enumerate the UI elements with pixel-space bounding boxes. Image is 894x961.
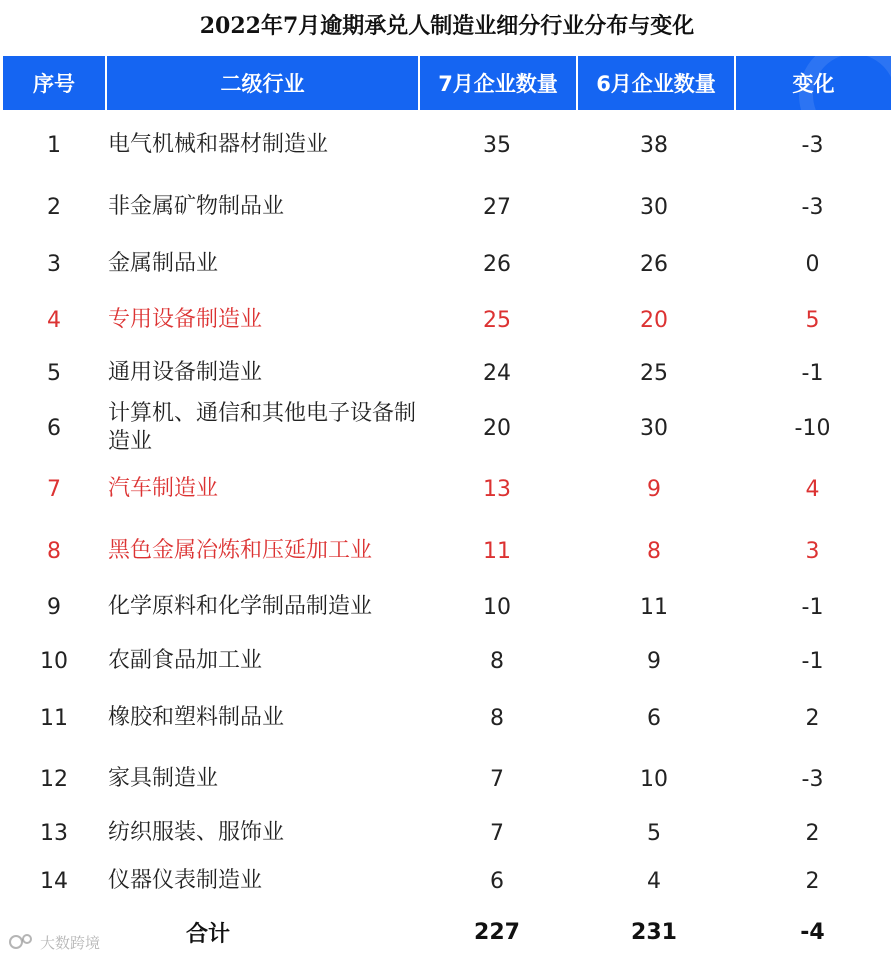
watermark-text: 大数跨境 xyxy=(40,933,101,952)
row-industry: 计算机、通信和其他电子设备制造业 xyxy=(108,401,417,454)
row-index: 13 xyxy=(40,820,68,846)
total-label: 合计 xyxy=(185,921,230,947)
row-change: -1 xyxy=(801,594,824,620)
table-row xyxy=(0,294,894,346)
total-june-count: 231 xyxy=(631,919,677,945)
table-row xyxy=(0,635,894,687)
row-industry: 电气机械和器材制造业 xyxy=(108,132,329,157)
row-change: -3 xyxy=(801,766,824,792)
table-row xyxy=(0,692,894,744)
row-industry: 黑色金属冶炼和压延加工业 xyxy=(108,538,373,563)
row-change: -1 xyxy=(801,648,824,674)
row-industry: 仪器仪表制造业 xyxy=(108,868,263,893)
row-july-count: 25 xyxy=(483,307,511,333)
row-july-count: 24 xyxy=(483,360,511,386)
table-row xyxy=(0,347,894,399)
row-change: 0 xyxy=(805,251,820,277)
row-july-count: 26 xyxy=(483,251,511,277)
row-index: 1 xyxy=(47,132,61,158)
row-june-count: 11 xyxy=(640,594,668,620)
row-june-count: 9 xyxy=(647,476,661,502)
row-change: 2 xyxy=(805,705,820,731)
row-industry: 非金属矿物制品业 xyxy=(108,194,285,219)
row-july-count: 6 xyxy=(490,868,504,894)
row-index: 5 xyxy=(47,360,61,386)
row-change: -1 xyxy=(801,360,824,386)
row-index: 4 xyxy=(47,307,61,333)
total-july-count: 227 xyxy=(474,919,520,945)
row-july-count: 8 xyxy=(490,705,504,731)
watermark-logo-icon xyxy=(8,932,36,952)
row-july-count: 27 xyxy=(483,194,511,220)
table-header xyxy=(3,56,891,110)
row-june-count: 6 xyxy=(647,705,661,731)
row-change: -3 xyxy=(801,194,824,220)
row-industry: 纺织服装、服饰业 xyxy=(108,820,285,845)
row-change: -10 xyxy=(794,415,831,441)
row-change: 2 xyxy=(805,820,820,846)
header-change: 变化 xyxy=(792,72,835,96)
watermark xyxy=(8,930,100,954)
row-industry: 家具制造业 xyxy=(108,766,219,791)
row-index: 12 xyxy=(40,766,68,792)
row-july-count: 10 xyxy=(483,594,511,620)
row-june-count: 38 xyxy=(640,132,668,158)
row-june-count: 30 xyxy=(640,194,668,220)
row-industry: 汽车制造业 xyxy=(108,476,219,501)
header-industry: 二级行业 xyxy=(220,72,305,96)
row-june-count: 25 xyxy=(640,360,668,386)
row-industry: 专用设备制造业 xyxy=(108,307,263,332)
row-index: 14 xyxy=(40,868,68,894)
table-title: 2022年7月逾期承兑人制造业细分行业分布与变化 xyxy=(199,13,695,39)
row-industry: 橡胶和塑料制品业 xyxy=(108,705,285,730)
table-row xyxy=(0,855,894,907)
table-row xyxy=(0,525,894,577)
row-june-count: 4 xyxy=(647,868,661,894)
row-index: 3 xyxy=(47,251,61,277)
row-june-count: 8 xyxy=(647,538,661,564)
row-change: 3 xyxy=(805,538,820,564)
total-row xyxy=(0,907,894,957)
row-industry: 农副食品加工业 xyxy=(108,648,263,673)
table-row xyxy=(0,807,894,859)
row-industry: 通用设备制造业 xyxy=(108,360,263,385)
row-index: 8 xyxy=(47,538,61,564)
row-july-count: 7 xyxy=(490,766,504,792)
table-row xyxy=(0,581,894,633)
row-change: 2 xyxy=(805,868,820,894)
row-index: 9 xyxy=(47,594,61,620)
row-july-count: 35 xyxy=(483,132,511,158)
header-july-count: 7月企业数量 xyxy=(438,72,558,96)
row-change: -3 xyxy=(801,132,824,158)
row-index: 6 xyxy=(47,415,61,441)
row-july-count: 11 xyxy=(483,538,511,564)
total-change: -4 xyxy=(800,919,825,945)
row-industry: 金属制品业 xyxy=(108,251,219,276)
row-june-count: 5 xyxy=(647,820,661,846)
row-july-count: 7 xyxy=(490,820,504,846)
table-row xyxy=(0,753,894,805)
row-change: 5 xyxy=(805,307,820,333)
row-july-count: 8 xyxy=(490,648,504,674)
row-july-count: 13 xyxy=(483,476,511,502)
row-index: 10 xyxy=(40,648,68,674)
table-row xyxy=(0,119,894,171)
table-row xyxy=(0,238,894,290)
row-june-count: 30 xyxy=(640,415,668,441)
row-change: 4 xyxy=(805,476,820,502)
table-row xyxy=(0,397,894,459)
row-june-count: 20 xyxy=(640,307,668,333)
row-index: 2 xyxy=(47,194,61,220)
table-row xyxy=(0,181,894,233)
row-july-count: 20 xyxy=(483,415,511,441)
row-index: 11 xyxy=(40,705,68,731)
row-june-count: 10 xyxy=(640,766,668,792)
row-index: 7 xyxy=(47,476,61,502)
row-june-count: 9 xyxy=(647,648,661,674)
header-june-count: 6月企业数量 xyxy=(596,72,716,96)
header-index: 序号 xyxy=(33,72,75,96)
row-industry: 化学原料和化学制品制造业 xyxy=(108,594,373,619)
row-june-count: 26 xyxy=(640,251,668,277)
table-row xyxy=(0,463,894,515)
